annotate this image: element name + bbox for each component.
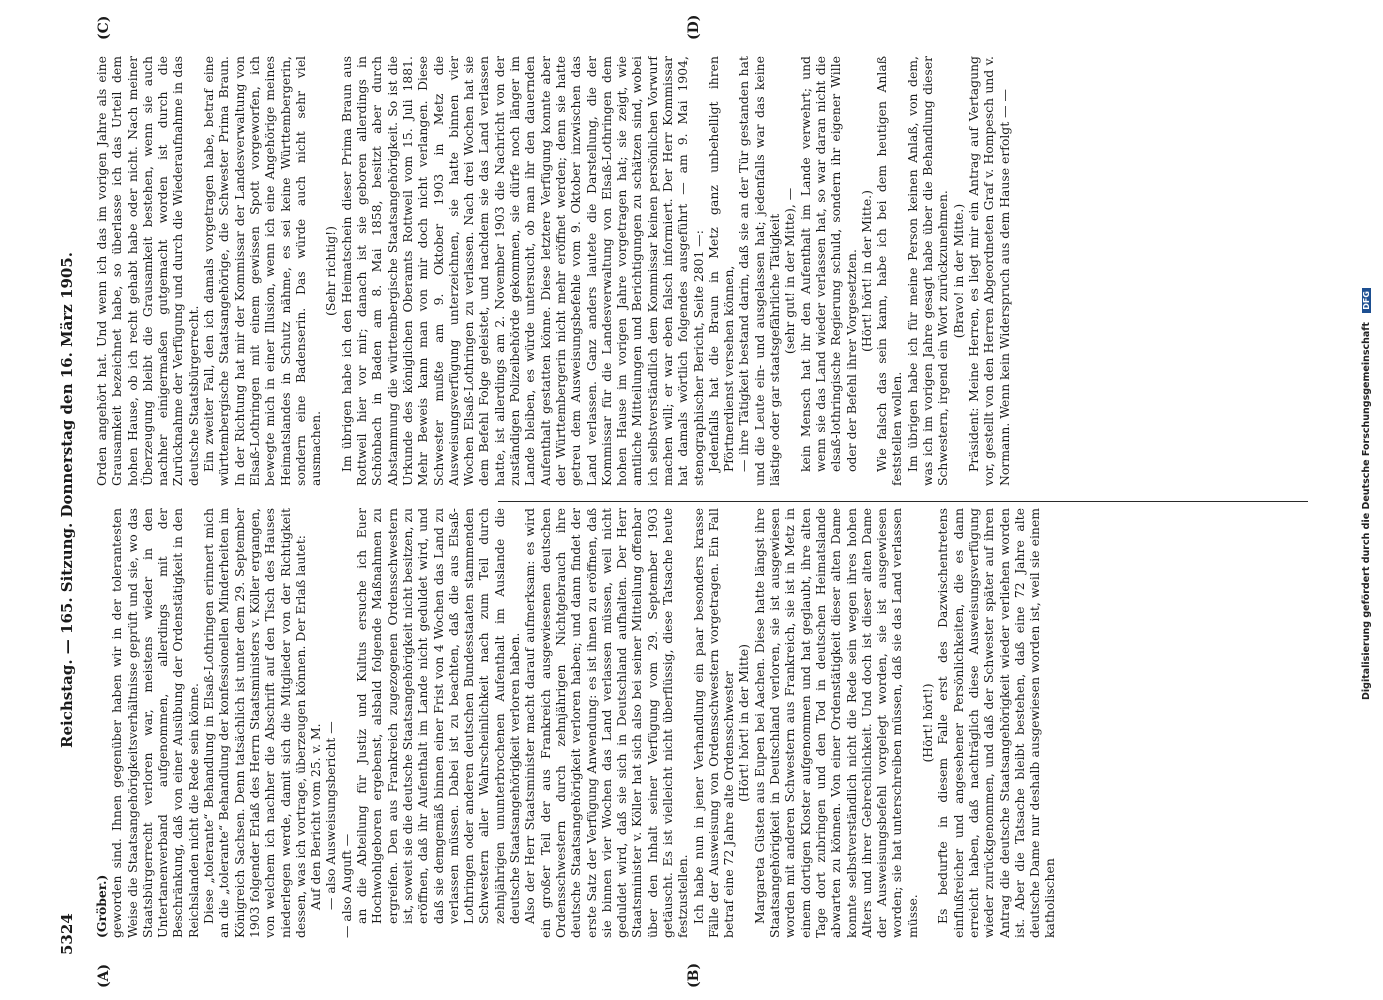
margin-label-a: (A) xyxy=(96,963,112,988)
interjection: (Hört! hört! in der Mitte.) xyxy=(858,190,874,352)
paragraph: Es bedurfte in diesem Falle erst des Dazwischentretens einflußreicher und angesehener Persönlichkeiten, die es dann erreicht haben, daß nachträglich diese Ausweisungsverfügung wieder zurückgenommen, und daß der Schwester später auf ihren Antrag die deutsche Staatsangehörigkeit wieder verliehen worden ist. Aber die Tatsache bleibt bestehen, daß eine 72 Jahre alte deutsche Dame nur deshalb ausgewiesen worden ist, weil sie einem katholischen xyxy=(935,508,1058,938)
left-column xyxy=(94,508,1294,938)
interjection: (sehr gut! in der Mitte), — xyxy=(782,187,798,355)
paragraph: Im übrigen habe ich für meine Person keinen Anlaß, von dem, was ich im vorigen Jahre gesagt habe über die Behandlung dieser Schwestern, irgend ein Wort zurückzunehmen. xyxy=(904,56,951,486)
paragraph: geworden sind. Ihnen gegenüber haben wir in der tolerantesten Weise die Staatsangehörigkeitsverhältnisse geprüft und sie, wo das Staatsbürgerrecht verloren war, meistens wieder in den Untertanenverband aufgenommen, allerdings mit der Beschränkung, daß von einer Ausübung der Ordenstätigkeit in den Reichslanden nicht die Rede sein könne. xyxy=(109,508,201,938)
page-header xyxy=(58,45,86,955)
interjection: (Sehr richtig!) xyxy=(323,226,339,316)
credit-text: Digitalisierung gefördert durch die Deutsche Forschungsgemeinschaft xyxy=(1361,322,1372,700)
paragraph: Wie falsch das sein kann, habe ich bei dem heutigen Anlaß feststellen wollen. xyxy=(874,56,905,486)
paragraph: — also Auguft — xyxy=(338,833,354,938)
running-title: Reichstag. — 165. Sitzung. Donnerstag den 16. März 1905. xyxy=(58,252,76,748)
paragraph: Also der Herr Staatsminister macht darauf aufmerksam: es wird ein großer Teil der aus Frankreich ausgewiesenen deutschen Ordensschwestern durch zehnjährigen Nichtgebrauch ihre deutsche Staatsangehörigkeit verloren haben; und dann findet der erste Satz der Verfügung Anwendung: es ist ihnen zu eröffnen, daß sie binnen vier Wochen das Land verlassen müssen, weil nicht geduldet wird, daß sie sich in Deutschland aufhalten. Der Herr Staatsminister v. Köller hat sich also bei seiner Mitteilung offenbar über den Inhalt seiner Verfügung vom 29. September 1903 getäuscht. Es ist vielleicht nicht überflüssig, diese Tatsache heute festzustellen. xyxy=(522,508,691,938)
paragraph: Ein zweiter Fall, den ich damals vorgetragen habe, betraf eine württembergische Staatsangehörige, die Schwester Prima Braun. In der Richtung hat mir der Kommissar der Landesverwaltung von Elsaß-Lothringen mit einem gewissen Spott vorgeworfen, ich bewegte mich in einer Illusion, wenn ich eine Angehörige meines Heimatslandes in Schutz nähme, es sei keine Württembergerin, sondern eine Badenserin. Das würde auch nicht sehr viel ausmachen. xyxy=(201,56,324,486)
page-number: 5324 xyxy=(58,913,76,955)
quoted-statement: Jedenfalls hat die Braun in Metz ganz unbehelligt ihren Pförtnerdienst versehen können, xyxy=(705,56,737,472)
speaker-label: (Gröber.) xyxy=(94,874,109,938)
paragraph: Ich habe nun in jener Verhandlung ein paar besonders krasse Fälle der Ausweisung von Ordensschwestern vorgetragen. Ein Fall betraf eine 72 Jahre alte Ordensschwester xyxy=(690,508,737,938)
paragraph: Margareta Güsten aus Eupen bei Aachen. Diese hatte längst ihre Staatsangehörigkeit in Deutschland verloren, sie ist ausgewiesen worden mit anderen Schwestern aus Frankreich, sie ist in Metz in einem dortigen Kloster aufgenommen und hat geglaubt, ihre alten Tage dort zubringen und den Tod in deutschen Heimatslande abwarten zu können. Von einer Ordenstätigkeit dieser alten Dame konnte selbstverständlich nicht die Rede sein wegen ihres hohen Alters und ihrer Gebrechlichkeit. Und doch ist dieser alten Dame der Ausweisungsbefehl vorgelegt worden, sie ist ausgewiesen worden; sie hat unterschreiben müssen, daß sie das Land verlassen müsse. xyxy=(751,508,920,938)
right-column xyxy=(94,56,1294,486)
paragraph: — also Ausweisungsbericht — xyxy=(323,721,339,910)
interjection: (Hört! hört!) xyxy=(920,683,936,763)
dfg-logo: DFG xyxy=(1362,288,1371,313)
digitization-credit xyxy=(1361,10,1375,700)
interjection: (Hört! hört! in der Mitte) xyxy=(736,644,752,802)
paragraph: Diese „tolerante“ Behandlung in Elsaß-Lothringen erinnert mich an die „tolerante“ Behandlung der konfessionellen Minderheiten im Königreich Sachsen. Denn tatsächlich ist unter dem 29. September 1903 folgender Erlaß des Herrn Staatsministers v. Köller ergangen, von welchem ich nachher die Abschrift auf den Tisch des Hauses niederlegen werde, damit sich die Mitglieder von der Richtigkeit dessen, was ich vortrage, überzeugen können. Der Erlaß lautet: xyxy=(201,508,308,938)
president-statement: Präsident: Meine Herren, es liegt mir ein Antrag auf Vertagung vor, gestellt von den Herren Abgeordneten Graf v. Hompesch und v. Normann. Wenn kein Widerspruch aus dem Hause erfolgt — — xyxy=(965,56,1012,486)
margin-label-c: (C) xyxy=(96,15,112,40)
interjection: (Bravo! in der Mitte.) xyxy=(950,203,966,339)
paragraph: — ihre Tätigkeit bestand darin, daß sie an der Tür gestanden hat und die Leute ein- und ausgelassen hat; jedenfalls war das keine lästige oder gar staatsgefährliche Tätigkeit xyxy=(736,56,783,486)
paragraph: Orden angehört hat. Und wenn ich das im vorigen Jahre als eine Grausamkeit bezeichnet habe, so überlasse ich das Urteil dem hohen Hause, ob ich recht gehabt habe oder nicht. Nach meiner Überzeugung bleibt die Grausamkeit bestehen, wenn sie auch nachher einigermaßen gutgemacht worden ist durch die Zurücknahme der Verfügung und durch die Wiederaufnahme in das deutsche Staatsbürgerrecht. xyxy=(94,56,201,486)
paragraph: Auf den Bericht vom 25. v. M. xyxy=(308,723,324,910)
margin-label-b: (B) xyxy=(686,962,702,988)
quoted-decree: an die Abteilung für Justiz und Kultus ersuche ich Euer Hochwohlgeboren ergebenst, alsbald folgende Maßnahmen zu ergreifen. Den aus Frankreich zugezogenen Ordensschwestern ist, soweit sie die deutsche Staatsangehörigkeit nicht besitzen, zu eröffnen, daß ihr Aufenthalt im Lande nicht geduldet wird, und daß sie demgemäß binnen einer Frist von 4 Wochen das Land zu verlassen müssen. Dabei ist zu beachten, daß die aus Elsaß-Lothringen oder anderen deutschen Bundesstaaten stammenden Schwestern aller Wahrscheinlichkeit nach zum Teil durch zehnjährigen ununterbrochenen Aufenthalt im Auslande die deutsche Staatsangehörigkeit verloren haben. xyxy=(354,508,523,924)
quoted-statement: kein Mensch hat ihr den Aufenthalt im Lande verwehrt; und wenn sie das Land wieder verlassen hat, so war daran nicht die elsaß-lothringische Regierung schuld, sondern ihr eigener Wille oder der Befehl ihrer Vorgesetzten. xyxy=(797,56,859,472)
column-divider xyxy=(498,501,1308,502)
paragraph: Im übrigen habe ich den Heimatschein dieser Prima Braun aus Rottweil hier vor mir; danach ist sie geboren allerdings in Schönbach in Baden am 8. Mai 1858, besitzt aber durch Abstammung die württembergische Staatsangehörigkeit. So ist die Urkunde des königlichen Oberamts Rottweil vom 15. Juli 1881. Mehr Beweis kann man von mir doch nicht verlangen. Diese Schwester mußte am 9. Oktober 1903 in Metz die Ausweisungsverfügung unterzeichnen, sie hatte binnen vier Wochen Elsaß-Lothringen zu verlassen. Nach drei Wochen hat sie dem Befehl Folge geleistet, und nachdem sie das Land verlassen hatte, ist allerdings am 2. November 1903 die Nachricht von der zuständigen Polizeibehörde gekommen, sie dürfe noch länger im Lande bleiben, es würde untersucht, ob man ihr den dauernden Aufenthalt gestatten könne. Diese letztere Verfügung konnte aber der Württembergerin nicht mehr eröffnet werden; denn sie hatte getreu dem Ausweisungsbefehle vom 9. Oktober inzwischen das Land verlassen. Ganz anders lautete die Darstellung, die der Kommissar für die Landesverwaltung von Elsaß-Lothringen dem hohen Hause im vorigen Jahre vorgetragen hat; sie zeigt, wie amtliche Mitteilungen und Berichtigungen zu schätzen sind, wobei ich selbstverständlich dem Kommissar keinen persönlichen Vorwurf machen will; er war eben falsch informiert. Der Herr Kommissar hat damals wörtlich folgendes ausgeführt — am 9. Mai 1904, stenographischer Bericht, Seite 2801 —: xyxy=(338,56,706,486)
margin-label-d: (D) xyxy=(686,14,702,40)
